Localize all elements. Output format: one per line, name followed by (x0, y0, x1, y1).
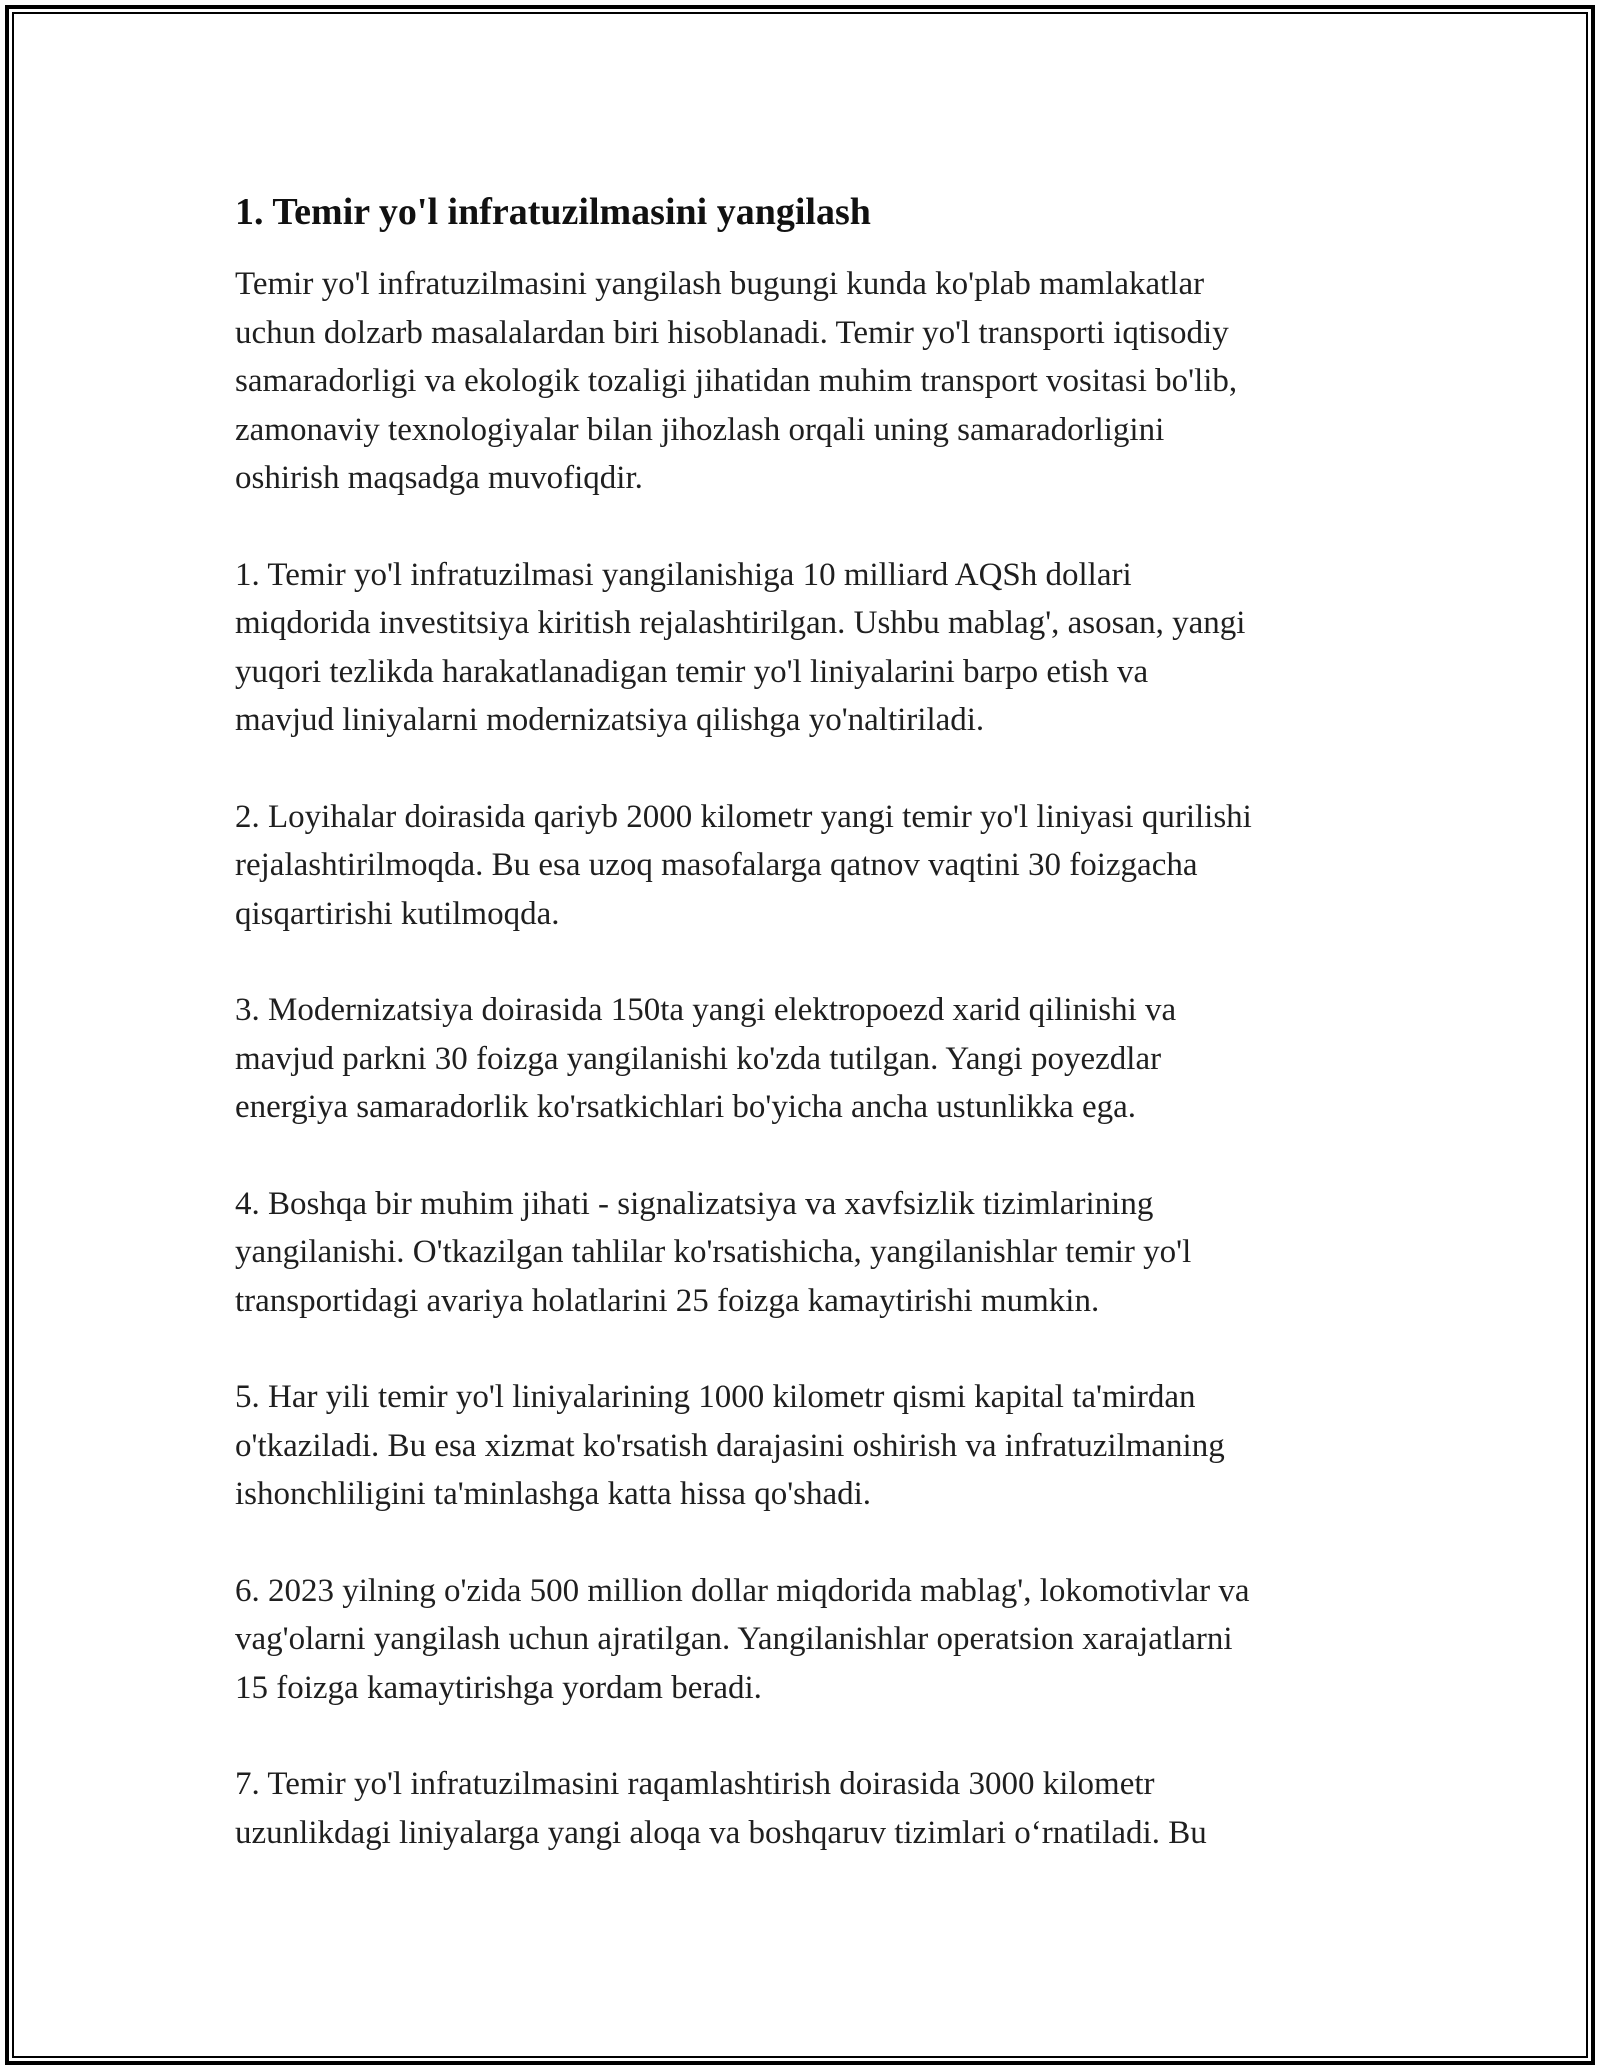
text-line: mavjud liniyalarni modernizatsiya qilishga yo'naltiriladi. (235, 702, 985, 738)
text-line: 4. Boshqa bir muhim jihati - signalizatsiya va xavfsizlik tizimlarining (235, 1185, 1154, 1222)
text-line: vag'olarni yangilash uchun ajratilgan. Yangilanishlar operatsion xarajatlarni (235, 1621, 1233, 1657)
text-line: zamonaviy texnologiyalar bilan jihozlash orqali uning samaradorligini (235, 411, 1165, 448)
text-line: 6. 2023 yilning o'zida 500 million dollar miqdorida mablag', lokomotivlar va (235, 1572, 1250, 1609)
text-line: transportidagi avariya holatlarini 25 foizga kamaytirishi mumkin. (235, 1282, 1100, 1319)
text-line: 7. Temir yo'l infratuzilmasini raqamlashtirish doirasida 3000 kilometr (235, 1766, 1155, 1802)
document-body (235, 188, 1385, 1905)
text-line: uzunlikdagi liniyalarga yangi aloqa va boshqaruv tizimlari o‘rnatiladi. Bu (235, 1814, 1207, 1851)
text-line: yangilanishi. O'tkazilgan tahlilar ko'rsatishicha, yangilanishlar temir yo'l (235, 1234, 1192, 1270)
text-line: miqdorida investitsiya kiritish rejalashtirilgan. Ushbu mablag', asosan, yangi (235, 605, 1246, 641)
text-line: rejalashtirilmoqda. Bu esa uzoq masofalarga qatnov vaqtini 30 foizgacha (235, 847, 1198, 883)
list-item-paragraph (235, 1567, 1385, 1713)
text-line: 3. Modernizatsiya doirasida 150ta yangi elektropoezd xarid qilinishi va (235, 992, 1177, 1028)
list-item-paragraph (235, 1760, 1385, 1857)
text-line: 5. Har yili temir yo'l liniyalarining 1000 kilometr qismi kapital ta'mirdan (235, 1379, 1196, 1415)
text-line: oshirish maqsadga muvofiqdir. (235, 460, 643, 496)
list-item-paragraph (235, 1373, 1385, 1519)
intro-paragraph (235, 260, 1385, 503)
text-line: 15 foizga kamaytirishga yordam beradi. (235, 1669, 762, 1706)
text-line: 1. Temir yo'l infratuzilmasi yangilanishiga 10 milliard AQSh dollari (235, 556, 1132, 593)
list-item-paragraph (235, 986, 1385, 1132)
text-line: Temir yo'l infratuzilmasini yangilash bugungi kunda ko'plab mamlakatlar (235, 266, 1205, 302)
text-line: mavjud parkni 30 foizga yangilanishi ko'zda tutilgan. Yangi poyezdlar (235, 1040, 1162, 1077)
text-line: energiya samaradorlik ko'rsatkichlari bo'yicha ancha ustunlikka ega. (235, 1089, 1137, 1125)
text-line: ishonchliligini ta'minlashga katta hissa qo'shadi. (235, 1476, 872, 1512)
text-line: qisqartirishi kutilmoqda. (235, 895, 560, 932)
section-heading: 1. Temir yo'l infratuzilmasini yangilash (235, 191, 871, 233)
text-line: o'tkaziladi. Bu esa xizmat ko'rsatish darajasini oshirish va infratuzilmaning (235, 1427, 1225, 1464)
text-line: uchun dolzarb masalalardan biri hisoblanadi. Temir yo'l transporti iqtisodiy (235, 314, 1229, 351)
text-line: samaradorligi va ekologik tozaligi jihatidan muhim transport vositasi bo'lib, (235, 363, 1238, 399)
list-item-paragraph (235, 793, 1385, 939)
list-item-paragraph (235, 1180, 1385, 1326)
text-line: 2. Loyihalar doirasida qariyb 2000 kilometr yangi temir yo'l liniyasi qurilishi (235, 798, 1252, 835)
paragraph-list (235, 260, 1385, 1857)
text-line: yuqori tezlikda harakatlanadigan temir yo'l liniyalarini barpo etish va (235, 653, 1149, 690)
list-item-paragraph (235, 551, 1385, 745)
